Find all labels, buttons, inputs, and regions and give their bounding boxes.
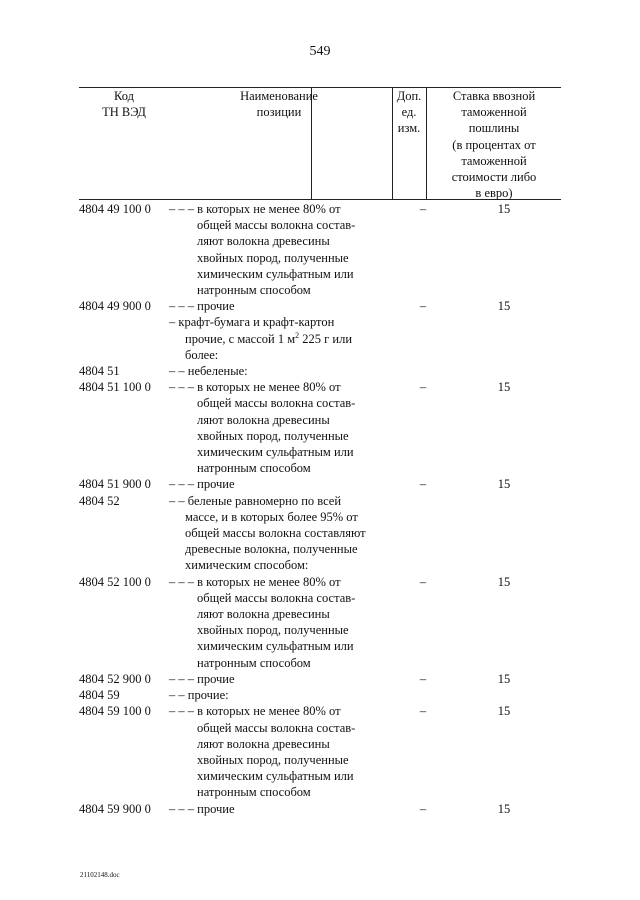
- row-name-line: более:: [185, 347, 219, 362]
- row-name-line: химическим способом:: [185, 558, 309, 573]
- row-code: 4804 59 900 0: [79, 801, 151, 816]
- table-row: [79, 298, 561, 314]
- row-name-line: ляют волокна древесины: [197, 234, 330, 249]
- row-code: 4804 59: [79, 688, 120, 703]
- table-row: [79, 363, 561, 379]
- row-code: 4804 52 900 0: [79, 671, 151, 686]
- table-row: [79, 671, 561, 687]
- row-name: [169, 801, 399, 817]
- row-name-line: химическим сульфатным или: [197, 769, 354, 784]
- page-number: 549: [309, 44, 331, 59]
- row-name-line: общей массы волокна состав-: [197, 396, 356, 411]
- row-code: 4804 49 100 0: [79, 202, 151, 216]
- row-name-line: химическим сульфатным или: [197, 445, 354, 460]
- table-row: [79, 379, 561, 476]
- row-name-line: хвойных пород, полученные: [197, 428, 349, 443]
- row-name-line: – – – в которых не менее 80% от: [169, 574, 341, 589]
- row-name-line: – – беленые равномерно по всей: [169, 493, 342, 508]
- row-name-line: древесные волокна, полученные: [185, 542, 358, 557]
- row-code: 4804 49 900 0: [79, 299, 151, 314]
- row-unit: –: [419, 671, 427, 686]
- row-code: 4804 59 100 0: [79, 704, 151, 719]
- row-name: [169, 703, 399, 800]
- table-row: [79, 687, 561, 703]
- row-rate: 15: [497, 299, 511, 314]
- header-name: Наименование позиции: [240, 89, 318, 120]
- row-name-line: – – – в которых не менее 80% от: [169, 202, 341, 216]
- row-unit: –: [419, 574, 427, 589]
- row-name: [169, 493, 399, 574]
- row-name: [169, 201, 399, 298]
- row-name-line: ляют волокна древесины: [197, 412, 330, 427]
- row-name-line: натронным способом: [197, 283, 311, 298]
- row-code: 4804 51 100 0: [79, 380, 151, 395]
- header-unit: Доп. ед. изм.: [396, 89, 422, 136]
- row-name-line: – – – прочие: [169, 671, 235, 686]
- row-name-line: – – – в которых не менее 80% от: [169, 380, 341, 395]
- superscript: 2: [295, 330, 300, 340]
- header-code: Код ТН ВЭД: [102, 89, 146, 120]
- row-rate: 15: [497, 202, 511, 216]
- row-name-line: – – прочие:: [169, 688, 229, 703]
- row-name-line: химическим сульфатным или: [197, 266, 354, 281]
- row-name-line: – – – прочие: [169, 299, 235, 314]
- row-rate: 15: [497, 801, 511, 816]
- row-unit: –: [419, 704, 427, 719]
- table-header: [79, 87, 561, 200]
- row-name: [169, 671, 399, 687]
- row-name: [169, 379, 399, 476]
- header-rate: Ставка ввозной таможенной пошлины (в процентах от таможенной стоимости либо в евро): [451, 89, 537, 201]
- row-name: [169, 476, 399, 492]
- row-name: [169, 298, 399, 314]
- row-name-line: натронным способом: [197, 655, 311, 670]
- row-rate: 15: [497, 704, 511, 719]
- table-row: [79, 314, 561, 363]
- row-name-line: – – – прочие: [169, 801, 235, 816]
- table-row: [79, 801, 561, 817]
- row-name-line: химическим сульфатным или: [197, 639, 354, 654]
- row-rate: 15: [497, 671, 511, 686]
- row-name-line: ляют волокна древесины: [197, 607, 330, 622]
- row-name-line: хвойных пород, полученные: [197, 623, 349, 638]
- row-unit: –: [419, 299, 427, 314]
- row-unit: –: [419, 380, 427, 395]
- table-row: [79, 574, 561, 671]
- row-rate: 15: [497, 574, 511, 589]
- row-name-line: хвойных пород, полученные: [197, 752, 349, 767]
- table-row: [79, 493, 561, 574]
- row-code: 4804 52: [79, 493, 120, 508]
- row-name: [169, 574, 399, 671]
- row-name-line: – – – прочие: [169, 477, 235, 492]
- row-name-line: – крафт-бумага и крафт-картон: [169, 315, 335, 330]
- table-row: [79, 476, 561, 492]
- row-name: [169, 363, 399, 379]
- row-name-line: общей массы волокна состав-: [197, 218, 356, 233]
- row-name-line: натронным способом: [197, 785, 311, 800]
- row-name-line: прочие, с массой 1 $м^2$ 225 г или: [185, 330, 353, 346]
- row-code: 4804 51: [79, 364, 120, 379]
- row-rate: 15: [497, 477, 511, 492]
- row-name-line: массе, и в которых более 95% от: [185, 509, 358, 524]
- row-name-line: натронным способом: [197, 461, 311, 476]
- row-unit: –: [419, 202, 427, 216]
- row-name-line: – – небеленые:: [169, 364, 248, 379]
- row-code: 4804 52 100 0: [79, 574, 151, 589]
- row-name-line: хвойных пород, полученные: [197, 250, 349, 265]
- tariff-table-body: [79, 201, 561, 817]
- row-unit: –: [419, 801, 427, 816]
- row-code: 4804 51 900 0: [79, 477, 151, 492]
- row-name-line: – – – в которых не менее 80% от: [169, 704, 341, 719]
- row-unit: –: [419, 477, 427, 492]
- row-name: [169, 314, 399, 363]
- table-row: [79, 703, 561, 800]
- footer-filename: 21102148.doc: [80, 871, 120, 879]
- row-name-line-rest: 225 г или: [299, 331, 353, 346]
- row-name-line: общей массы волокна составляют: [185, 526, 366, 541]
- row-name-line: ляют волокна древесины: [197, 736, 330, 751]
- row-name-line: общей массы волокна состав-: [197, 590, 356, 605]
- row-name-line: общей массы волокна состав-: [197, 720, 356, 735]
- table-row: [79, 201, 561, 298]
- row-name: [169, 687, 399, 703]
- row-rate: 15: [497, 380, 511, 395]
